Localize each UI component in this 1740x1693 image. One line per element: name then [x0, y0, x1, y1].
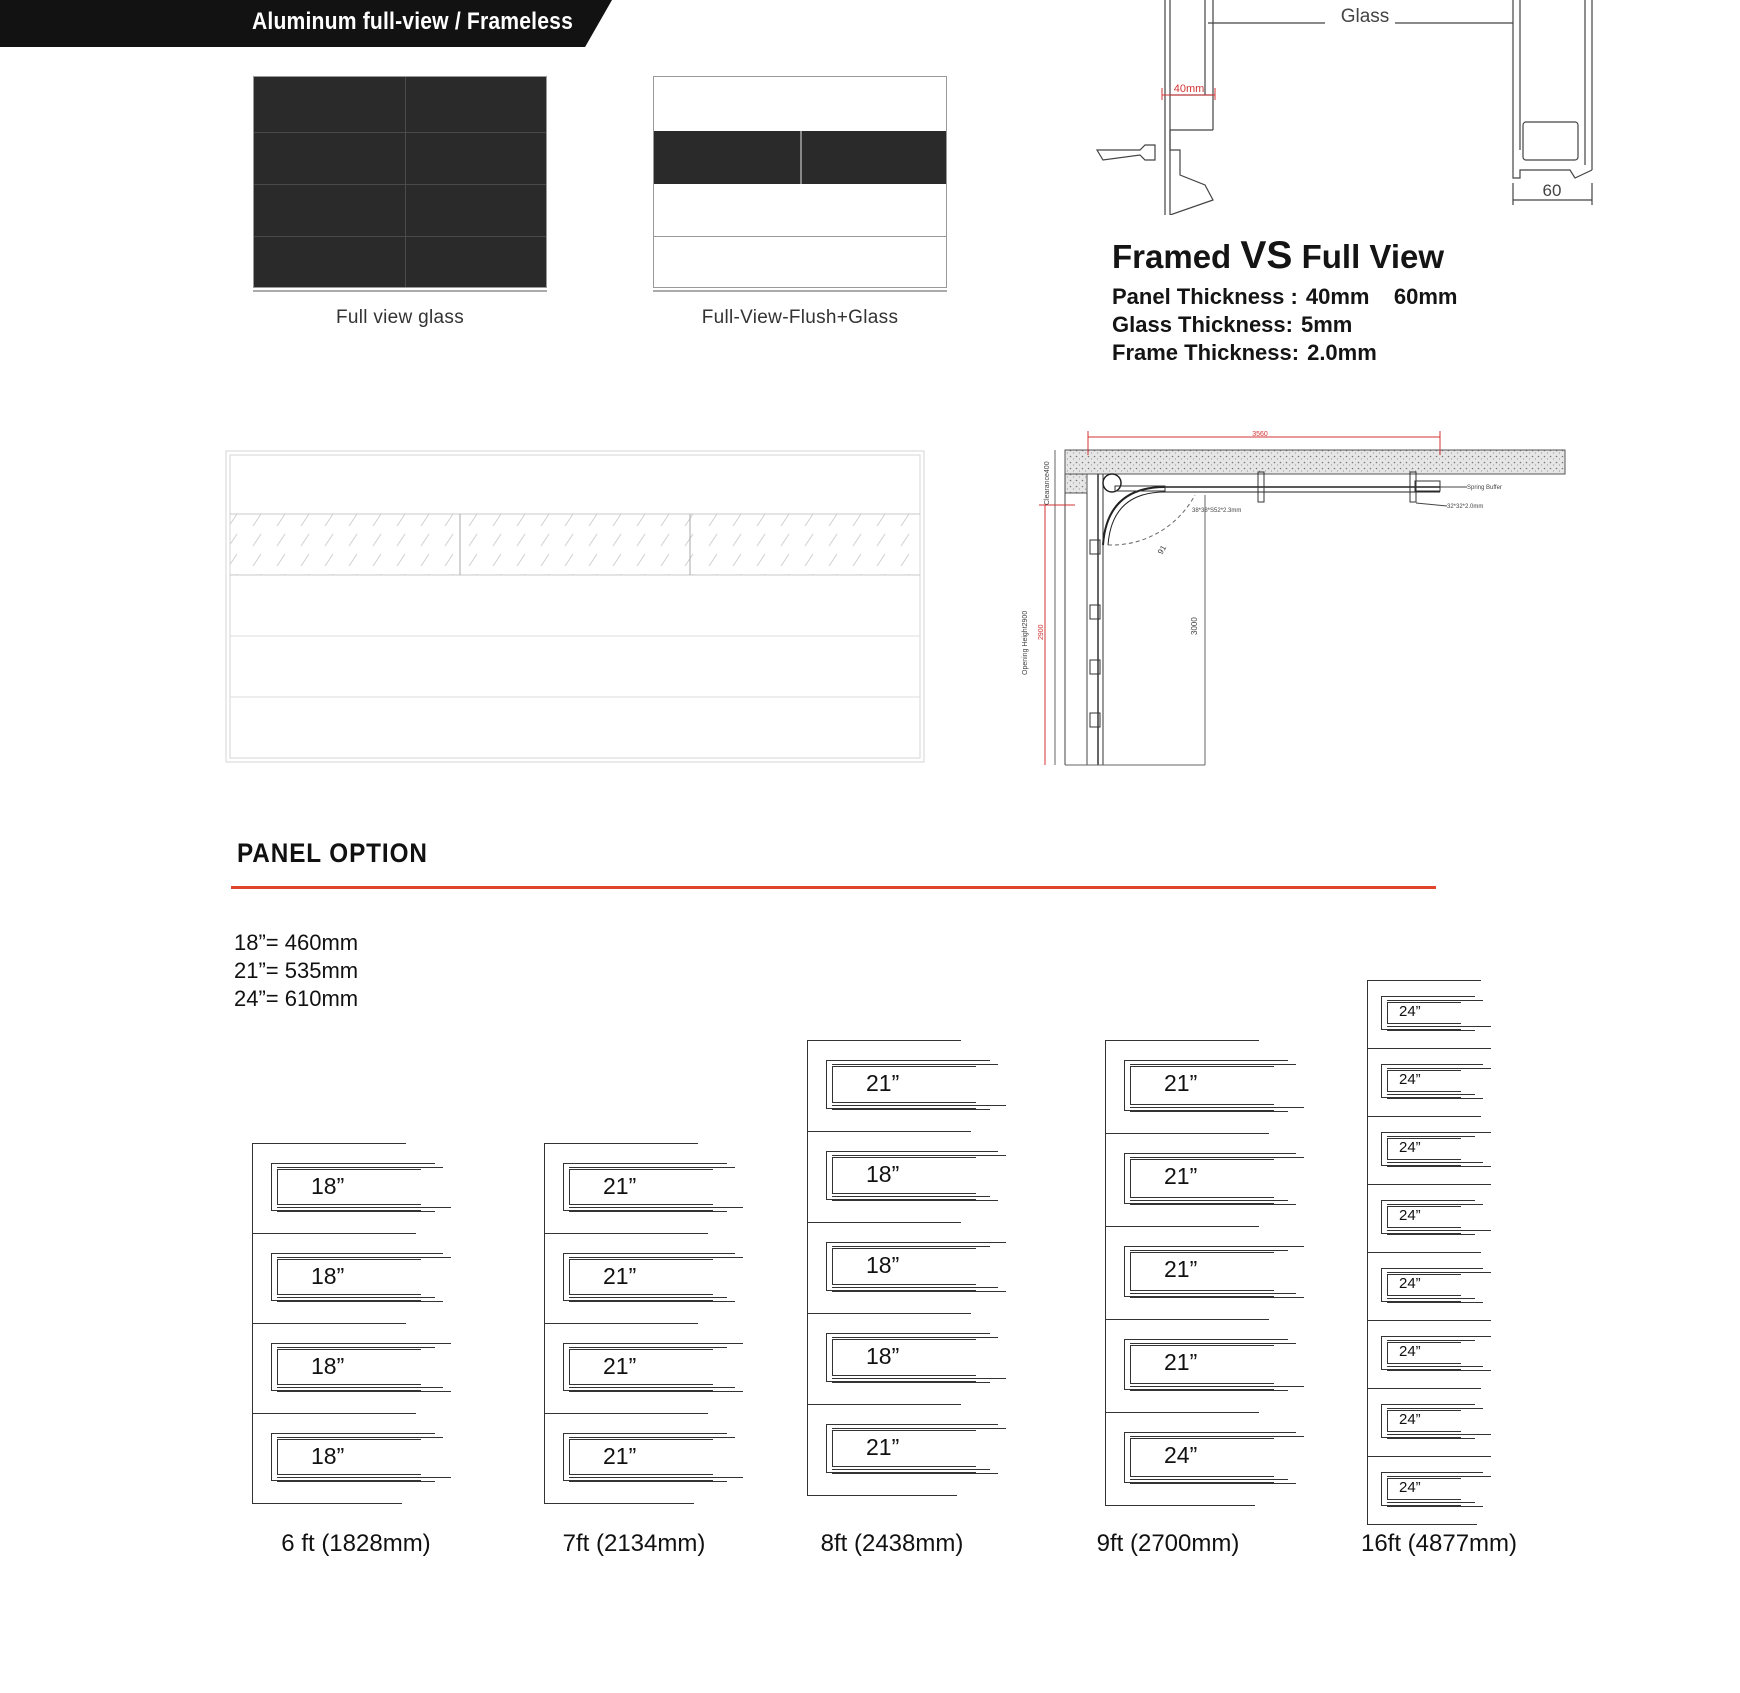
- panel: [807, 1131, 1027, 1222]
- panel: [544, 1323, 764, 1413]
- panel-edge: [807, 1404, 808, 1495]
- panel-embossing-inner: [832, 1066, 976, 1103]
- conversion-21: 21”= 535mm: [234, 958, 359, 983]
- panel-top-edge: [807, 1222, 961, 1223]
- profile-section-drawing: [1095, 0, 1595, 215]
- panel-size-label: 18”: [866, 1343, 900, 1369]
- panel-edge: [1367, 1048, 1368, 1116]
- panel: [1367, 980, 1547, 1048]
- height-label: 3000: [1190, 617, 1199, 635]
- panel-edge: [544, 1413, 545, 1503]
- panel: [807, 1313, 1027, 1404]
- panel-top-edge: [807, 1131, 971, 1132]
- panel-embossing-inner: [1130, 1438, 1274, 1477]
- panel-line: [832, 1382, 990, 1383]
- door-base-line: [253, 290, 547, 292]
- panel-edge: [544, 1143, 545, 1233]
- panel-top-edge: [1367, 1456, 1491, 1457]
- panel-size-label: 24”: [1399, 1071, 1421, 1088]
- panel-top-edge: [1105, 1040, 1259, 1041]
- panel-line: [1130, 1111, 1288, 1112]
- panel-line: [1387, 1370, 1491, 1371]
- panel-size-label: 24”: [1399, 1139, 1421, 1156]
- panel-embossing-inner: [1130, 1159, 1274, 1198]
- panel-size-label: 24”: [1399, 1275, 1421, 1292]
- glass-label: Glass: [1340, 6, 1390, 27]
- door-flush-glass: [653, 76, 947, 288]
- opening-height-label: Opening Height2900: [1022, 610, 1029, 675]
- panel-top-edge: [544, 1143, 698, 1144]
- panel-line: [277, 1211, 435, 1212]
- panel-edge: [807, 1131, 808, 1222]
- spec-value: 2.0mm: [1307, 340, 1377, 365]
- panel: [252, 1323, 472, 1413]
- panel: [252, 1233, 472, 1323]
- panel-line: [569, 1211, 727, 1212]
- panel: [807, 1404, 1027, 1495]
- width-dim-label: 3560: [1252, 431, 1268, 438]
- panel-top-edge: [807, 1404, 961, 1405]
- panel-size-label: 18”: [866, 1161, 900, 1187]
- panel-line: [832, 1291, 1006, 1292]
- panel-top-edge: [544, 1323, 698, 1324]
- panel-embossing-inner: [1130, 1345, 1274, 1384]
- panel-size-label: 18”: [311, 1443, 345, 1469]
- panel-embossing-inner: [569, 1439, 713, 1475]
- panel-line: [277, 1301, 443, 1302]
- panel-edge: [252, 1413, 253, 1503]
- panel: [252, 1413, 472, 1503]
- panel-top-edge: [544, 1233, 708, 1234]
- panel-embossing-inner: [832, 1157, 976, 1194]
- panel-embossing-inner: [277, 1439, 421, 1475]
- panel-line: [832, 1473, 998, 1474]
- panel-line: [1387, 1438, 1475, 1439]
- panel-top-edge: [1105, 1412, 1259, 1413]
- panel-size-label: 18”: [311, 1263, 345, 1289]
- panel: [252, 1143, 472, 1233]
- door-full-view-glass: [253, 76, 547, 288]
- panel-edge: [1367, 980, 1368, 1048]
- panel-size-label: 21”: [1164, 1070, 1198, 1096]
- spec-value: 40mm 60mm: [1305, 284, 1458, 309]
- spec-label: Panel Thickness :: [1112, 284, 1298, 309]
- panel-embossing-inner: [277, 1259, 421, 1295]
- angle-profile-label: 38*38*S52*2.3mm: [1192, 508, 1242, 514]
- radius-label: 91: [1155, 543, 1169, 556]
- panel-top-edge: [1367, 1252, 1481, 1253]
- panel-line: [1387, 1098, 1483, 1099]
- panel-edge: [1105, 1226, 1106, 1319]
- stack-bottom-edge: [1105, 1505, 1255, 1506]
- panel-option-title: PANEL OPTION: [237, 838, 428, 868]
- panel-size-label: 21”: [866, 1434, 900, 1460]
- panel-edge: [1105, 1133, 1106, 1226]
- spec-label: Glass Thickness:: [1112, 312, 1293, 337]
- panel-embossing-inner: [569, 1259, 713, 1295]
- panel-top-edge: [252, 1143, 406, 1144]
- panel-top-edge: [1367, 1388, 1481, 1389]
- panel-embossing-inner: [1130, 1066, 1274, 1105]
- panel-line: [569, 1301, 735, 1302]
- panel-line: [1387, 1166, 1491, 1167]
- panel-line: [1130, 1204, 1296, 1205]
- panel-edge: [807, 1222, 808, 1313]
- panel-embossing-inner: [832, 1339, 976, 1376]
- panel-edge: [1367, 1184, 1368, 1252]
- panel-edge: [1367, 1456, 1368, 1524]
- panel-edge: [1105, 1412, 1106, 1505]
- spec-frame-thickness: [1112, 340, 1377, 366]
- page-title: Aluminum full-view / Frameless: [252, 8, 573, 35]
- rail-profile-label: 32*32*2.0mm: [1447, 504, 1484, 510]
- panel-line: [832, 1109, 990, 1110]
- door-base-line: [653, 290, 947, 292]
- title-framed: Framed: [1112, 238, 1232, 275]
- size-label-16ft: 16ft (4877mm): [1360, 1530, 1518, 1557]
- panel-top-edge: [252, 1323, 406, 1324]
- panel-size-label: 21”: [603, 1443, 637, 1469]
- panel-line: [1130, 1297, 1304, 1298]
- panel-top-edge: [252, 1233, 416, 1234]
- panel-edge: [252, 1323, 253, 1413]
- panel-edge: [807, 1313, 808, 1404]
- panel-top-edge: [807, 1313, 971, 1314]
- panel-embossing-inner: [569, 1349, 713, 1385]
- panel: [1367, 1252, 1547, 1320]
- panel-edge: [807, 1040, 808, 1131]
- panel-size-label: 24”: [1399, 1479, 1421, 1496]
- panel: [544, 1143, 764, 1233]
- stack-bottom-edge: [807, 1495, 957, 1496]
- panel: [807, 1040, 1027, 1131]
- panel-size-label: 18”: [311, 1353, 345, 1379]
- spec-panel-thickness: [1112, 284, 1458, 310]
- panel-top-edge: [807, 1040, 961, 1041]
- panel-edge: [544, 1233, 545, 1323]
- panel-edge: [1105, 1040, 1106, 1133]
- panel-line: [1387, 1506, 1483, 1507]
- size-label-7ft: 7ft (2134mm): [562, 1530, 706, 1557]
- panel: [807, 1222, 1027, 1313]
- size-label-8ft: 8ft (2438mm): [820, 1530, 964, 1557]
- panel: [1367, 1388, 1547, 1456]
- panel: [1105, 1040, 1325, 1133]
- panel: [544, 1233, 764, 1323]
- panel: [1367, 1456, 1547, 1524]
- panel-embossing-inner: [277, 1349, 421, 1385]
- panel-edge: [544, 1323, 545, 1413]
- title-full-view: Full View: [1301, 238, 1445, 275]
- conversion-24: 24”= 610mm: [234, 986, 359, 1011]
- panel-top-edge: [1367, 1048, 1491, 1049]
- panel-size-label: 24”: [1399, 1003, 1421, 1020]
- panel-edge: [1367, 1116, 1368, 1184]
- panel-embossing-inner: [832, 1430, 976, 1467]
- panel-embossing-inner: [277, 1169, 421, 1205]
- stack-bottom-edge: [544, 1503, 694, 1504]
- panel-size-label: 21”: [1164, 1163, 1198, 1189]
- door-caption: Full view glass: [335, 307, 465, 328]
- panel-size-label: 21”: [603, 1353, 637, 1379]
- panel-size-label: 21”: [1164, 1256, 1198, 1282]
- spec-value: 5mm: [1300, 312, 1353, 337]
- spec-label: Frame Thickness:: [1112, 340, 1300, 365]
- panel-top-edge: [1105, 1133, 1269, 1134]
- panel-line: [832, 1200, 998, 1201]
- panel-size-label: 18”: [311, 1173, 345, 1199]
- panel: [1367, 1320, 1547, 1388]
- panel-line: [1387, 1030, 1475, 1031]
- panel-size-label: 18”: [866, 1252, 900, 1278]
- panel-line: [1130, 1483, 1296, 1484]
- spec-glass-thickness: [1112, 312, 1352, 338]
- panel-top-edge: [252, 1413, 416, 1414]
- panel-line: [569, 1391, 743, 1392]
- size-label-6ft: 6 ft (1828mm): [281, 1530, 431, 1557]
- panel-size-label: 24”: [1399, 1343, 1421, 1360]
- height-red-label: 2900: [1038, 624, 1045, 640]
- panel-top-edge: [544, 1413, 708, 1414]
- panel-line: [569, 1481, 727, 1482]
- panel: [1105, 1226, 1325, 1319]
- panel: [1105, 1319, 1325, 1412]
- door-hatched-glass-drawing: [225, 450, 925, 763]
- stack-bottom-edge: [1367, 1524, 1477, 1525]
- panel-size-label: 24”: [1399, 1207, 1421, 1224]
- panel: [1105, 1133, 1325, 1226]
- panel-line: [1387, 1302, 1483, 1303]
- panel-edge: [252, 1233, 253, 1323]
- panel: [544, 1413, 764, 1503]
- panel-line: [277, 1391, 451, 1392]
- panel-top-edge: [1105, 1319, 1269, 1320]
- panel-line: [1387, 1234, 1475, 1235]
- conversion-18: 18”= 460mm: [234, 930, 359, 955]
- panel: [1367, 1048, 1547, 1116]
- panel-size-label: 21”: [866, 1070, 900, 1096]
- dim-40-label: 40mm: [1173, 83, 1205, 95]
- panel-top-edge: [1367, 1184, 1491, 1185]
- panel-edge: [1105, 1319, 1106, 1412]
- panel-embossing-inner: [832, 1248, 976, 1285]
- panel-size-label: 21”: [1164, 1349, 1198, 1375]
- panel: [1105, 1412, 1325, 1505]
- panel-embossing-inner: [1130, 1252, 1274, 1291]
- panel-edge: [1367, 1252, 1368, 1320]
- panel-size-label: 24”: [1399, 1411, 1421, 1428]
- title-vs: VS: [1240, 234, 1293, 277]
- panel-size-label: 21”: [603, 1263, 637, 1289]
- panel: [1367, 1184, 1547, 1252]
- panel-option-rule: [231, 886, 1436, 889]
- panel-top-edge: [1367, 1116, 1481, 1117]
- door-caption: Full-View-Flush+Glass: [701, 307, 899, 328]
- panel-embossing-inner: [569, 1169, 713, 1205]
- panel-size-label: 24”: [1164, 1442, 1198, 1468]
- panel: [1367, 1116, 1547, 1184]
- framed-vs-full-title: [1112, 234, 1444, 278]
- panel-size-label: 21”: [603, 1173, 637, 1199]
- dim-60-label: 60: [1542, 181, 1562, 200]
- stack-bottom-edge: [252, 1503, 402, 1504]
- panel-line: [277, 1481, 435, 1482]
- panel-edge: [252, 1143, 253, 1233]
- panel-top-edge: [1367, 980, 1481, 981]
- spring-buffer-label: Spring Buffer: [1467, 485, 1502, 491]
- track-installation-drawing: [1015, 425, 1570, 770]
- size-label-9ft: 9ft (2700mm): [1096, 1530, 1240, 1557]
- panel-edge: [1367, 1320, 1368, 1388]
- panel-edge: [1367, 1388, 1368, 1456]
- panel-top-edge: [1105, 1226, 1259, 1227]
- panel-top-edge: [1367, 1320, 1491, 1321]
- headroom-label: Clearance400: [1044, 461, 1051, 505]
- panel-line: [1130, 1390, 1288, 1391]
